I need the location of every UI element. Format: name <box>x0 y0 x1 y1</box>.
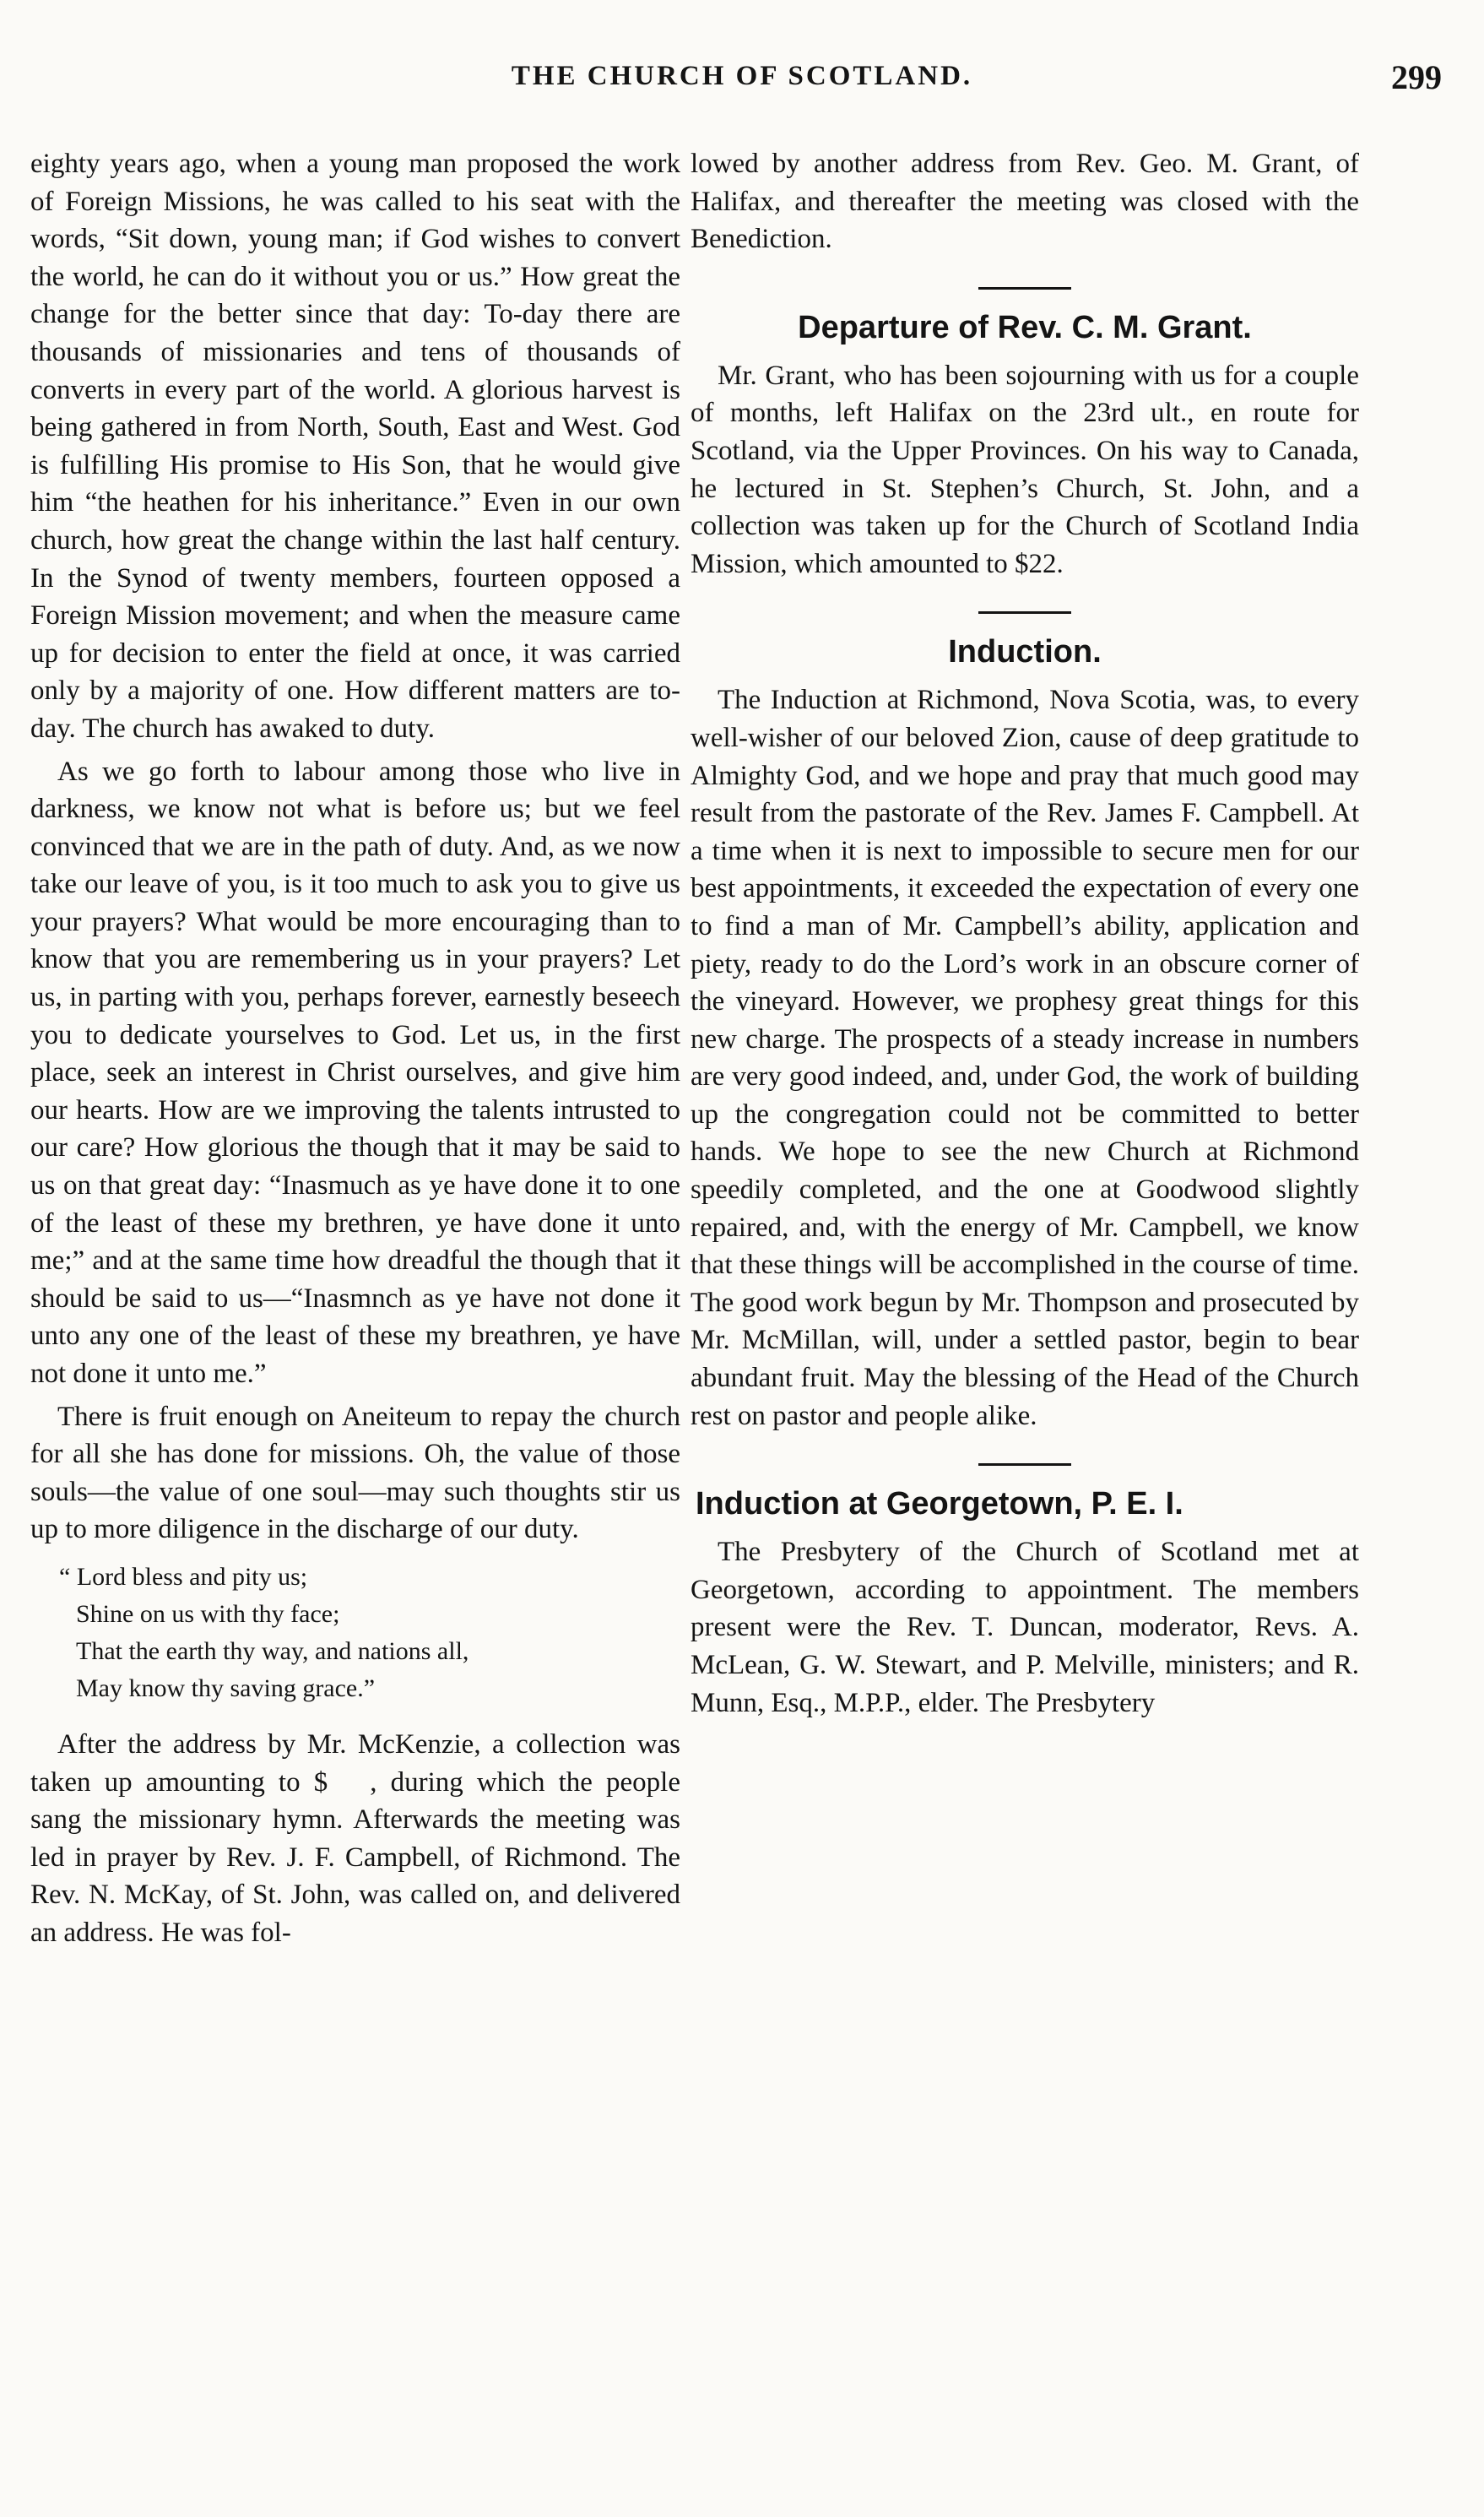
section-divider <box>978 611 1071 614</box>
collection-currency: $ <box>313 1766 328 1798</box>
paragraph-aneiteum: There is fruit enough on Aneiteum to repay the church for all she has done for missions. Oh, the value of those souls—the value of one soul—may such thoughts stir us up to more diligence in the discharge of our duty. <box>30 1401 680 1545</box>
paragraph-prayers: As we go forth to labour among those who live in darkness, we know not what is before us; but we feel convinced that we are in the path of duty. And, as we now take our leave of you, is it too much to ask you to give us your prayers? What would be more encouraging than to know that you are remembering us in your prayers? Let us, in parting with you, perhaps forever, earnestly beseech you to dedicate yourselves to God. Let us, in the first place, seek an interest in Christ ourselves, and give him our hearts. How are we improving the talents intrusted to our care? How glorious the though that it may be said to us on that great day: “Inasmuch as ye have done it to one of the least of these my brethren, ye have done it unto me;” and at the same time how dreadful the though that it should be said to us—“Inasmnch as ye have not done it unto any one of the least of these my breathren, ye have not done it unto me.” <box>30 756 680 1389</box>
hymn-line: “ Lord bless and pity us; <box>59 1562 308 1591</box>
collection-text-end: , during which the people sang the missionary hymn. Afterwards the meeting was led in prayer by Rev. J. F. Campbell, of Richmond. The Rev. N. McKay, of St. John, was called on, and delivered an address. He was fol- <box>30 1766 680 1948</box>
running-title: THE CHURCH OF SCOTLAND. <box>511 61 973 91</box>
hymn-verse <box>59 1559 680 1707</box>
collection-text-start: After the address by Mr. McKenzie, a collection was taken up amounting to <box>30 1728 680 1798</box>
paragraph-continuation: lowed by another address from Rev. Geo. M. Grant, of Halifax, and thereafter the meeting was closed with the Benediction. <box>691 149 1359 255</box>
page-header <box>34 58 1450 111</box>
paragraph-induction: The Induction at Richmond, Nova Scotia, was, to every well-wisher of our beloved Zion, cause of deep gratitude to Almighty God, and we hope and pray that much good may result from the pastorate of the Rev. James F. Campbell. At a time when it is next to impossible to secure men for our best appointments, it exceeded the expectation of every one to find a man of Mr. Campbell’s ability, application and piety, ready to do the Lord’s work in an obscure corner of the vineyard. However, we prophesy great things for this new charge. The prospects of a steady increase in numbers are very good indeed, and, under God, the work of building up the congregation could not be committed to better hands. We hope to see the new Church at Richmond speedily completed, and the one at Goodwood slightly repaired, and, with the energy of Mr. Campbell, we know that these things will be accomplished in the course of time. The good work begun by Mr. Thompson and prosecuted by Mr. McMillan, will, under a settled pastor, begin to bear abundant fruit. May the blessing of the Head of the Church rest on pastor and people alike. <box>691 685 1359 1431</box>
hymn-line: Shine on us with thy face; <box>76 1599 340 1628</box>
section-divider <box>978 1463 1071 1466</box>
paragraph-collection <box>30 1726 680 1952</box>
page-number: 299 <box>1391 58 1442 96</box>
right-column <box>691 145 1359 2493</box>
left-column <box>30 145 680 2493</box>
paragraph-missions-history: eighty years ago, when a young man proposed the work of Foreign Missions, he was called to his seat with the words, “Sit down, young man; if God wishes to convert the world, he can do it without you or us.” How great the change for the better since that day: To-day there are thousands of missionaries and tens of thousands of converts in every part of the world. A glorious harvest is being gathered in from North, South, East and West. God is fulfilling His promise to His Son, that he would give him “the heathen for his inheritance.” Even in our own church, how great the change within the last half century. In the Synod of twenty members, fourteen opposed a Foreign Mission movement; and when the measure came up for decision to enter the field at once, it was carried only by a majority of one. How different matters are to-day. The church has awaked to duty. <box>30 149 680 744</box>
heading-induction: Induction. <box>948 634 1102 670</box>
heading-georgetown: Induction at Georgetown, P. E. I. <box>696 1486 1183 1522</box>
heading-departure: Departure of Rev. C. M. Grant. <box>798 309 1252 345</box>
paragraph-departure: Mr. Grant, who has been sojourning with us for a couple of months, left Halifax on the 23rd ult., en route for Scotland, via the Upper Provinces. On his way to Canada, he lectured in St. Stephen’s Church, St. John, and a collection was taken up for the Church of Scotland India Mission, which amounted to $22. <box>691 360 1359 579</box>
hymn-line: That the earth thy way, and nations all, <box>76 1636 469 1665</box>
paragraph-georgetown: The Presbytery of the Church of Scotland met at Georgetown, according to appointment. The members present were the Rev. T. Duncan, moderator, Revs. A. McLean, G. W. Stewart, and P. Melville, ministers; and R. Munn, Esq., M.P.P., elder. The Presbytery <box>691 1537 1359 1718</box>
hymn-line: May know thy saving grace.” <box>76 1673 376 1702</box>
section-divider <box>978 287 1071 290</box>
